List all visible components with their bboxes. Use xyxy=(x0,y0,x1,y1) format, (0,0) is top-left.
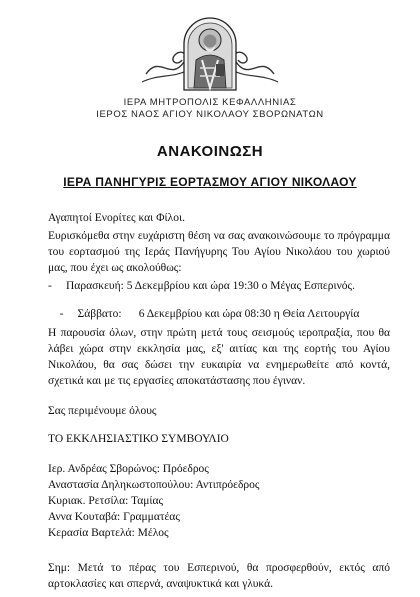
right-ornament-icon xyxy=(234,52,274,74)
schedule-item xyxy=(48,280,355,292)
left-ornament-icon xyxy=(146,52,186,74)
schedule-text: Σάββατο: 6 Δεκεμβρίου και ώρα 08:30 η Θεία Λειτουργία xyxy=(77,308,360,320)
council-member: Ιερ. Ανδρέας Σβορώνος: Πρόεδρος xyxy=(48,463,209,475)
list-dash: - xyxy=(59,308,64,320)
greeting: Αγαπητοί Ενορίτες και Φίλοι. xyxy=(48,212,185,224)
council-member: Κερασία Βαρτελά: Μέλος xyxy=(48,527,169,539)
closing-line: Σας περιμένουμε όλους xyxy=(48,405,157,417)
page-subtitle: ΙΕΡΑ ΠΑΝΗΓΥΡΙΣ ΕΟΡΤΑΣΜΟΥ ΑΓΙΟΥ ΝΙΚΟΛΑΟΥ xyxy=(63,175,357,189)
body-paragraph: Η παρουσία όλων, στην πρώτη μετά τους σεισμούς ιεροπραξία, που θα λάβει χώρα στην εκκλησία μας, εξ' αιτίας και της εορτής του Αγίου Νικολάου, θα σας δώσει την ευκαιρία να ενημερωθείτε από κοντά, σχετικά και με τις εργασίες αποκατάστασης που έγιναν. xyxy=(48,327,390,387)
footnote: Σημ: Μετά το πέρας του Εσπερινού, θα προσφερθούν, εκτός από αρτοκλασίες και σπερνά, αναψυκτικά και γλυκά. xyxy=(48,562,390,590)
council-member: Κυριακ. Ρετσίλα: Ταμίας xyxy=(48,495,164,507)
intro-paragraph: Ευρισκόμεθα στην ευχάριστη θέση να σας ανακοινώσουμε το πρόγραμμα του εορτασμού της Ιεράς Πανήγυρης Του Αγίου Νικολάου του χωριού μας, που έχει ως ακολούθως: xyxy=(48,230,390,274)
church-line: ΙΕΡΟΣ ΝΑΟΣ ΑΓΙΟΥ ΝΙΚΟΛΑΟΥ ΣΒΟΡΩΝΑΤΩΝ xyxy=(96,109,324,120)
church-emblem xyxy=(140,4,280,96)
diocese-line: ΙΕΡΑ ΜΗΤΡΟΠΟΛΙΣ ΚΕΦΑΛΛΗΝΙΑΣ xyxy=(123,97,297,108)
schedule-text: Παρασκευή: 5 Δεκεμβρίου και ώρα 19:30 ο Μέγας Εσπερινός. xyxy=(66,280,355,292)
page-title: ΑΝΑΚΟΙΝΩΣΗ xyxy=(156,143,264,160)
council-member: Αναστασία Δηληκωστοπούλου: Αντιπρόεδρος xyxy=(48,479,260,491)
council-heading: ΤΟ ΕΚΚΛΗΣΙΑΣΤΙΚΟ ΣΥΜΒΟΥΛΙΟ xyxy=(48,433,229,445)
council-member: Αννα Κουταβά: Γραμματέας xyxy=(48,511,180,523)
list-dash: - xyxy=(48,280,52,292)
